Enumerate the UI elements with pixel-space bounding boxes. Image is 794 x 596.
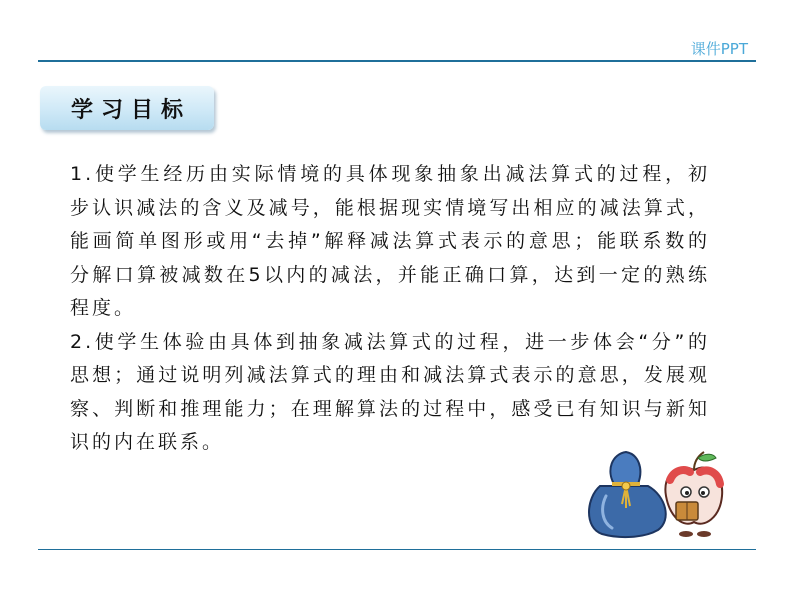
money-bag-and-apple-icon bbox=[582, 440, 732, 540]
objective-item-2: 2.使学生体验由具体到抽象减法算式的过程，进一步体会“分”的思想；通过说明列减法算式的理由和减法算式表示的意思，发展观察、判断和推理能力；在理解算法的过程中，感受已有知识与新知识的内在联系。 bbox=[70, 330, 710, 453]
top-divider bbox=[38, 60, 756, 62]
objectives-text bbox=[70, 158, 710, 460]
brand-label: 课件PPT bbox=[690, 40, 748, 58]
objective-item-1: 1.使学生经历由实际情境的具体现象抽象出减法算式的过程，初步认识减法的含义及减号，能根据现实情境写出相应的减法算式，能画简单图形或用“去掉”解释减法算式表示的意思；能联系数的分解口算被减数在5以内的减法，并能正确口算，达到一定的熟练程度。 bbox=[70, 163, 710, 319]
section-title-tab bbox=[40, 86, 214, 130]
bottom-divider bbox=[38, 549, 756, 550]
section-title: 学习目标 bbox=[70, 97, 191, 123]
